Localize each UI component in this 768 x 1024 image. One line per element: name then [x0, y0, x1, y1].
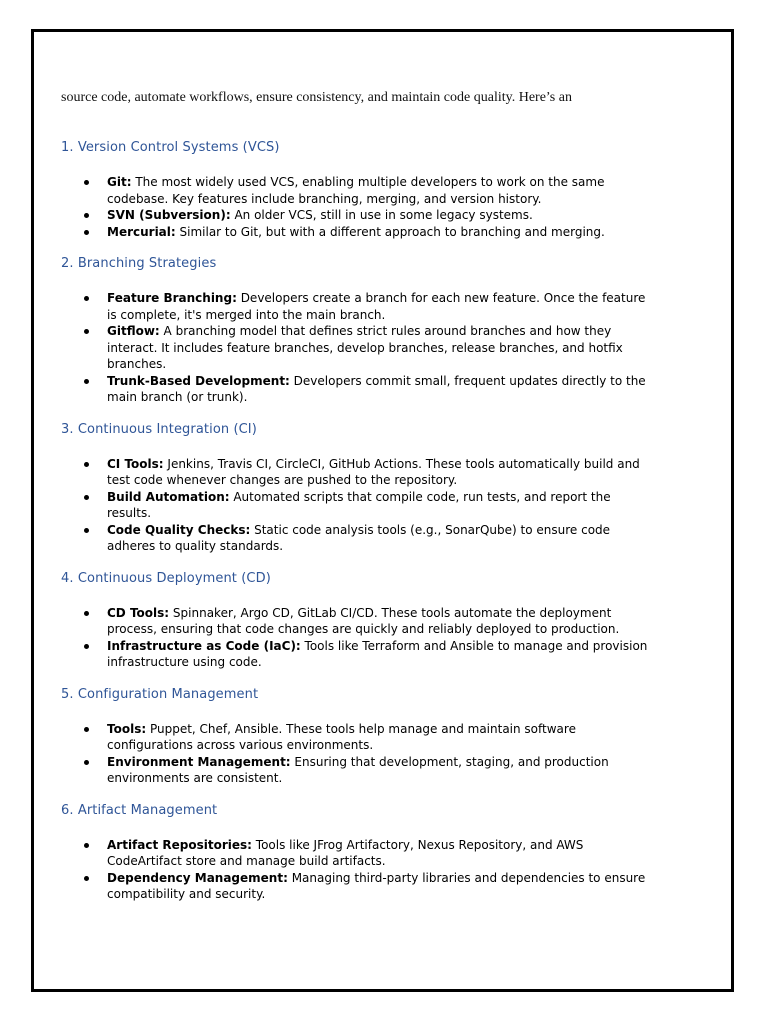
item-term: SVN (Subversion): [107, 208, 231, 222]
list-item [61, 721, 651, 754]
section-heading: 5. Configuration Management [61, 686, 259, 702]
section-heading: 3. Continuous Integration (CI) [61, 421, 257, 437]
bullet-icon [84, 611, 89, 616]
bullet-icon [84, 379, 89, 384]
list-item [61, 754, 651, 787]
section-config-management [61, 686, 651, 787]
section-branching [61, 255, 651, 406]
item-text: Jenkins, Travis CI, CircleCI, GitHub Actions. These tools automatically build and test code whenever changes are pushed to the repository. [107, 456, 640, 487]
bullet-list [61, 721, 651, 787]
item-text: Puppet, Chef, Ansible. These tools help manage and maintain software configurations across various environments. [107, 721, 576, 752]
section-artifact-management [61, 802, 651, 903]
list-item [61, 290, 651, 323]
bullet-list [61, 605, 651, 671]
list-item [61, 373, 651, 406]
bullet-list [61, 456, 651, 555]
list-item [61, 456, 651, 489]
item-term: Build Automation: [107, 489, 230, 504]
bullet-list [61, 174, 651, 240]
item-text: Ensuring that development, staging, and production environments are consistent. [107, 754, 609, 785]
item-term: Environment Management: [107, 754, 291, 769]
list-item [61, 489, 651, 522]
list-item [61, 207, 651, 224]
item-text: Similar to Git, but with a different approach to branching and merging. [175, 224, 605, 239]
bullet-icon [84, 296, 89, 301]
item-text: Static code analysis tools (e.g., SonarQube) to ensure code adheres to quality standards. [107, 522, 611, 553]
item-term: Gitflow: [107, 324, 160, 338]
item-term: Tools: [107, 721, 147, 736]
list-item [61, 638, 651, 671]
item-text: Spinnaker, Argo CD, GitLab CI/CD. These tools automate the deployment process, ensuring that code changes are quickly and reliably deployed to production. [107, 605, 620, 636]
list-item [61, 837, 651, 870]
item-term: Trunk-Based Development: [107, 373, 290, 388]
item-text: A branching model that defines strict rules around branches and how they interact. It includes feature branches, develop branches, release branches, and hotfix branches. [107, 324, 623, 371]
section-heading: 1. Version Control Systems (VCS) [61, 140, 280, 155]
bullet-icon [84, 528, 89, 533]
bullet-icon [84, 760, 89, 765]
section-vcs [61, 139, 651, 240]
item-text: An older VCS, still in use in some legacy systems. [230, 208, 533, 222]
item-text: Automated scripts that compile code, run tests, and report the results. [107, 489, 611, 520]
section-cd [61, 570, 651, 671]
item-term: Feature Branching: [107, 291, 237, 305]
section-heading: 6. Artifact Management [61, 802, 218, 818]
item-text: Developers create a branch for each new feature. Once the feature is complete, it's merged into the main branch. [107, 291, 646, 322]
section-heading: 4. Continuous Deployment (CD) [61, 570, 271, 586]
intro-text: source code, automate workflows, ensure consistency, and maintain code quality. Here’s an [61, 90, 572, 105]
bullet-icon [84, 644, 89, 649]
bullet-icon [84, 462, 89, 467]
item-text: The most widely used VCS, enabling multiple developers to work on the same codebase. Key features include branching, merging, and version history. [107, 175, 605, 206]
item-term: Mercurial: [107, 224, 176, 239]
bullet-icon [84, 876, 89, 881]
list-item [61, 174, 651, 207]
item-term: Artifact Repositories: [107, 837, 252, 852]
list-item [61, 522, 651, 555]
item-term: Infrastructure as Code (IaC): [107, 638, 301, 653]
item-term: Code Quality Checks: [107, 522, 251, 537]
bullet-icon [84, 213, 89, 218]
section-heading: 2. Branching Strategies [61, 256, 217, 271]
item-text: Developers commit small, frequent updates directly to the main branch (or trunk). [107, 373, 646, 404]
item-text: Managing third-party libraries and dependencies to ensure compatibility and security. [107, 870, 646, 901]
item-term: Git: [107, 175, 132, 189]
document-content [61, 139, 651, 918]
bullet-icon [84, 727, 89, 732]
bullet-icon [84, 180, 89, 185]
list-item [61, 224, 651, 241]
item-term: CI Tools: [107, 456, 164, 471]
list-item [61, 605, 651, 638]
item-text: Tools like Terraform and Ansible to manage and provision infrastructure using code. [107, 638, 648, 669]
item-term: Dependency Management: [107, 870, 288, 885]
bullet-icon [84, 329, 89, 334]
list-item [61, 870, 651, 903]
bullet-icon [84, 843, 89, 848]
item-term: CD Tools: [107, 605, 170, 620]
list-item [61, 323, 651, 373]
section-ci [61, 421, 651, 555]
bullet-list [61, 290, 651, 406]
item-text: Tools like JFrog Artifactory, Nexus Repository, and AWS CodeArtifact store and manage build artifacts. [107, 837, 584, 868]
bullet-icon [84, 495, 89, 500]
bullet-icon [84, 230, 89, 235]
bullet-list [61, 837, 651, 903]
